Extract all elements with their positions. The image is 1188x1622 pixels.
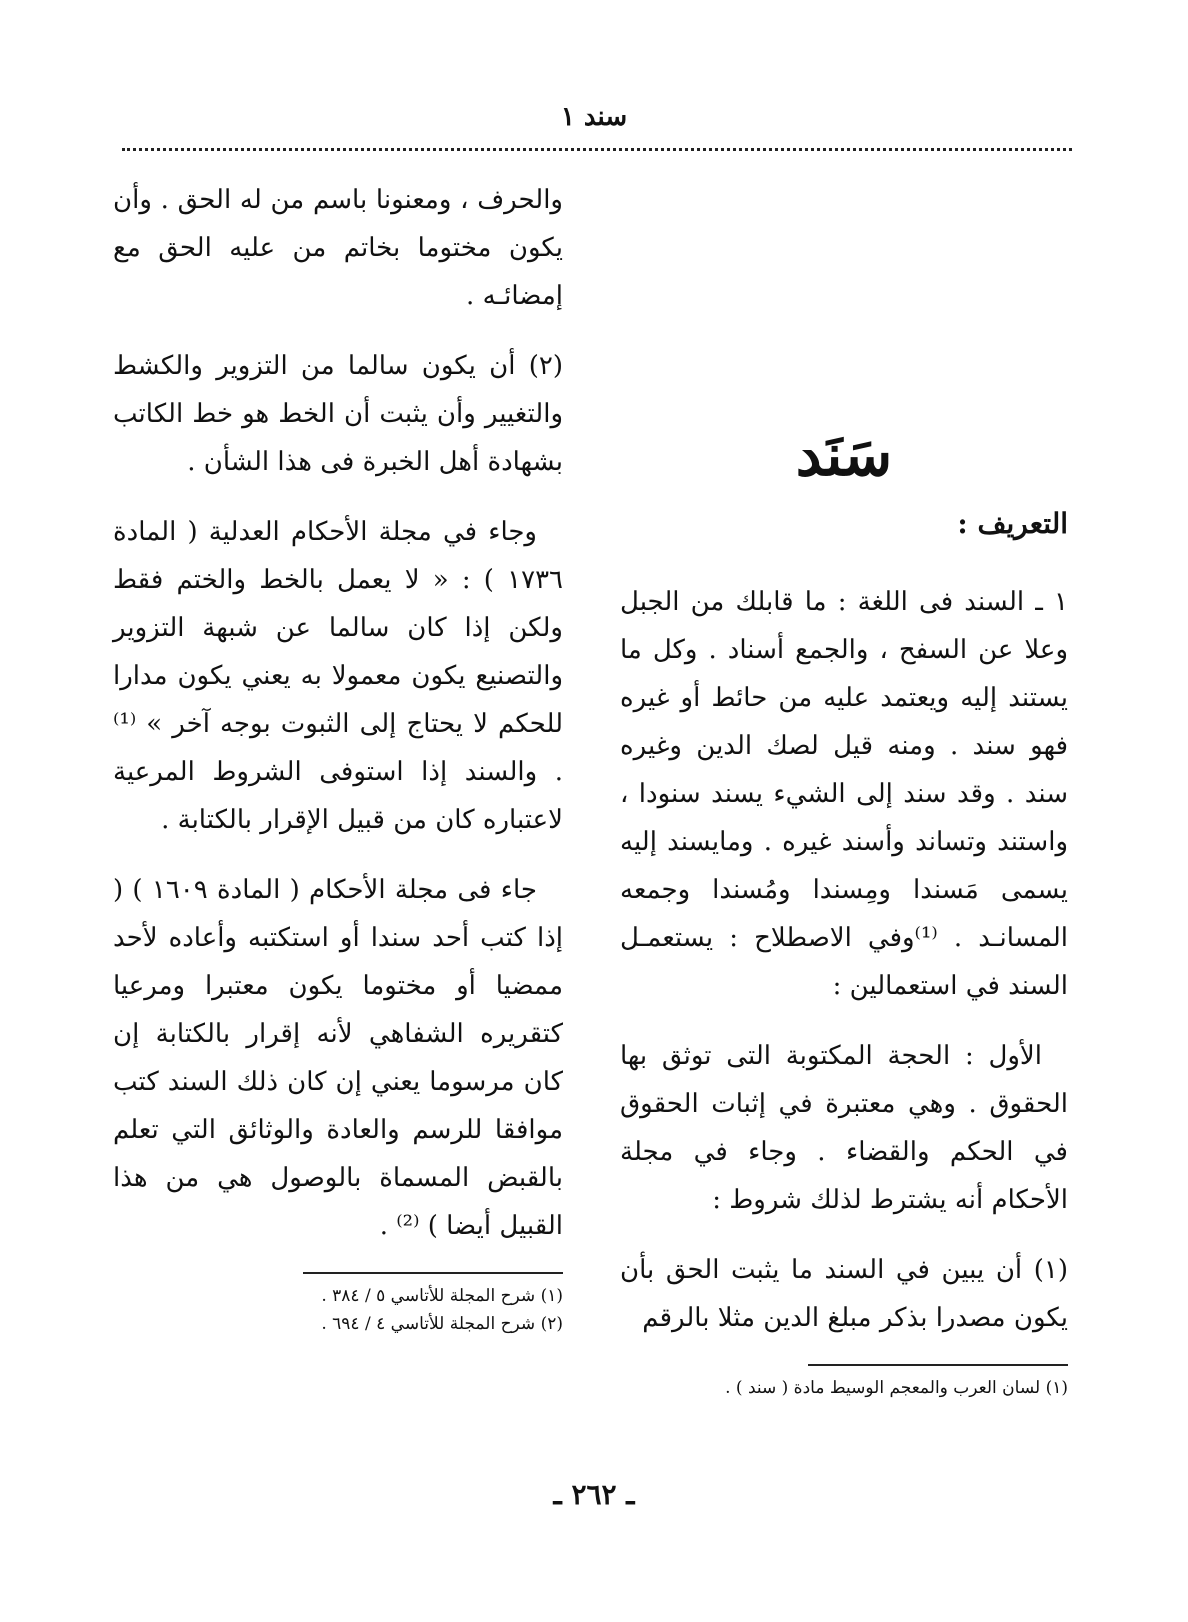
page-number: ـ ٢٦٢ ـ: [553, 1478, 635, 1511]
left-paragraph-3: وجاء في مجلة الأحكام العدلية ( المادة ١٧٣٦ ) : « لا يعمل بالخط والختم فقط ولكن إذا كان سالما عن شبهة التزوير والتصنيع يكون معمولا به يعني يكون مدارا للحكم لا يحتاج إلى الثبوت بوجه آخر » ⁽¹⁾ . والسند إذا استوفى الشروط المرعية لاعتباره كان من قبيل الإقرار بالكتابة .: [113, 517, 563, 835]
header-dotted-rule: [122, 148, 1072, 151]
left-footnote-1: (١) شرح المجلة للأتاسي ٥ / ٣٨٤ .: [321, 1286, 563, 1306]
right-paragraph-2: الأول : الحجة المكتوبة التى توثق بها الحقوق . وهي معتبرة في إثبات الحقوق في الحكم والقضاء . وجاء في مجلة الأحكام أنه يشترط لذلك شروط :: [620, 1041, 1068, 1215]
left-column: [113, 176, 563, 1338]
definition-heading: التعريف :: [957, 507, 1068, 540]
running-title: سند ١: [560, 102, 628, 132]
left-paragraph-4: جاء فى مجلة الأحكام ( المادة ١٦٠٩ ) ( إذا كتب أحد سندا أو استكتبه وأعاده لأحد ممضيا أو مختوما يكون معتبرا ومرعيا كتقريره الشفاهي لأنه إقرار بالكتابة إن كان مرسوما يعني إن كان ذلك السند كتب موافقا للرسم والعادة والوثائق التي تعلم بالقبض المسماة بالوصول هي من هذا القبيل أيضا ) ⁽²⁾ .: [113, 875, 563, 1241]
right-column: [620, 500, 1068, 1402]
left-footnote-2: (٢) شرح المجلة للأتاسي ٤ / ٦٩٤ .: [321, 1314, 563, 1334]
entry-title: سَنَد: [795, 421, 893, 489]
right-paragraph-1: ١ ـ السند فى اللغة : ما قابلك من الجبل وعلا عن السفح ، والجمع أسناد . وكل ما يستند إليه ويعتمد عليه من حائط أو غيره فهو سند . ومنه قيل لصك الدين وغيره سند . وقد سند إلى الشيء يسند سنودا ، واستند وتساند وأسند غيره . ومايسند إليه يسمى مَسندا ومِسندا ومُسندا وجمعه المسانـد . ⁽¹⁾وفي الاصطلاح : يستعمـل السند في استعمالين :: [620, 587, 1068, 1001]
right-footnote-rule: [808, 1364, 1068, 1366]
left-footnote-rule: [303, 1272, 563, 1274]
left-paragraph-1: والحرف ، ومعنونا باسم من له الحق . وأن يكون مختوما بخاتم من عليه الحق مع إمضائـه .: [113, 185, 563, 311]
right-paragraph-3: (١) أن يبين في السند ما يثبت الحق بأن يكون مصدرا بذكر مبلغ الدين مثلا بالرقم: [620, 1255, 1068, 1333]
right-footnote-1: (١) لسان العرب والمعجم الوسيط مادة ( سند ) .: [725, 1378, 1068, 1398]
left-paragraph-2: (٢) أن يكون سالما من التزوير والكشط والتغيير وأن يثبت أن الخط هو خط الكاتب بشهادة أهل الخبرة فى هذا الشأن .: [113, 351, 563, 477]
